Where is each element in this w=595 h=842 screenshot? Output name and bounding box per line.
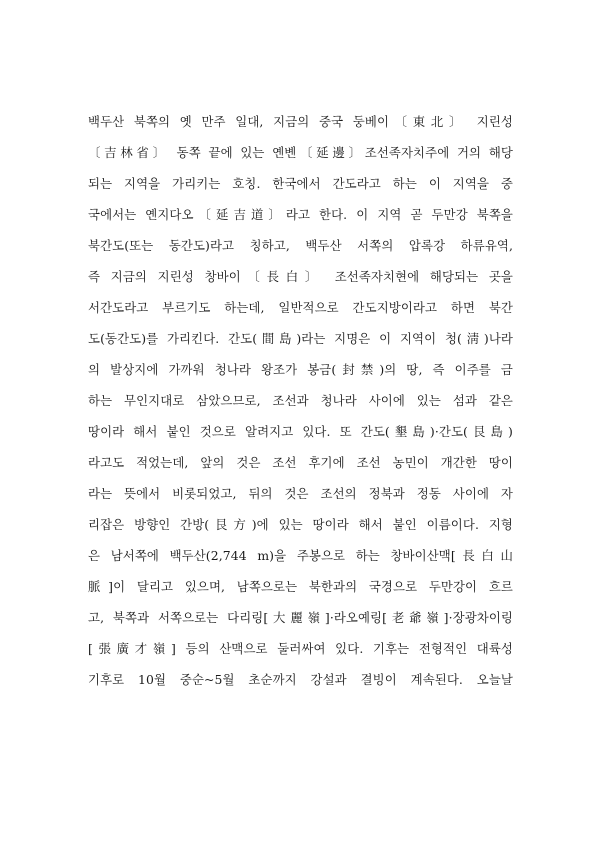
text-line: 고, 북쪽과 서쪽으로는 다리링[大麗嶺]·라오예링[老爺嶺]·장광차이링 — [88, 610, 513, 625]
text-line: 脈]이 달리고 있으며, 남쪽으로는 북한과의 국경으로 두만강이 흐르 — [88, 579, 513, 594]
text-line: 국에서는 옌지다오〔延吉道〕라고 한다. 이 지역 곧 두만강 북쪽을 — [88, 207, 513, 222]
text-line: 〔吉林省〕 동쪽 끝에 있는 옌볜〔延邊〕조선족자치주에 거의 해당 — [88, 145, 513, 160]
text-line: 즉 지금의 지린성 창바이〔長白〕 조선족자치현에 해당되는 곳을 — [88, 269, 513, 284]
text-line: 리잡은 방향인 간방(艮方)에 있는 땅이라 해서 붙인 이름이다. 지형 — [88, 517, 513, 532]
text-line: 의 발상지에 가까워 청나라 왕조가 봉금(封禁)의 땅, 즉 이주를 금 — [88, 362, 513, 377]
text-line: 서간도라고 부르기도 하는데, 일반적으로 간도지방이라고 하면 북간 — [88, 300, 513, 315]
text-line: 라는 뜻에서 비롯되었고, 뒤의 것은 조선의 정북과 정동 사이에 자 — [88, 486, 513, 501]
body-text — [88, 106, 513, 695]
text-line: 땅이라 해서 붙인 것으로 알려지고 있다. 또 간도(墾島)·간도(艮島) — [88, 424, 513, 439]
text-line: 라고도 적었는데, 앞의 것은 조선 후기에 조선 농민이 개간한 땅이 — [88, 455, 513, 470]
text-line: 은 남서쪽에 백두산(2,744 m)을 주봉으로 하는 창바이산맥[長白山 — [88, 548, 513, 563]
text-line: 기후로 10월 중순~5월 초순까지 강설과 결빙이 계속된다. 오늘날 — [88, 672, 513, 687]
text-line: 되는 지역을 가리키는 호칭. 한국에서 간도라고 하는 이 지역을 중 — [88, 176, 513, 191]
text-line: 하는 무인지대로 삼았으므로, 조선과 청나라 사이에 있는 섬과 같은 — [88, 393, 513, 408]
text-line: 백두산 북쪽의 옛 만주 일대, 지금의 중국 둥베이〔東北〕 지린성 — [88, 114, 513, 129]
text-line: 북간도(또는 동간도)라고 칭하고, 백두산 서쪽의 압록강 하류유역, — [88, 238, 513, 253]
text-line: 도(동간도)를 가리킨다. 간도(間島)라는 지명은 이 지역이 청(淸)나라 — [88, 331, 513, 346]
text-line: [張廣才嶺] 등의 산맥으로 둘러싸여 있다. 기후는 전형적인 대륙성 — [88, 641, 513, 656]
